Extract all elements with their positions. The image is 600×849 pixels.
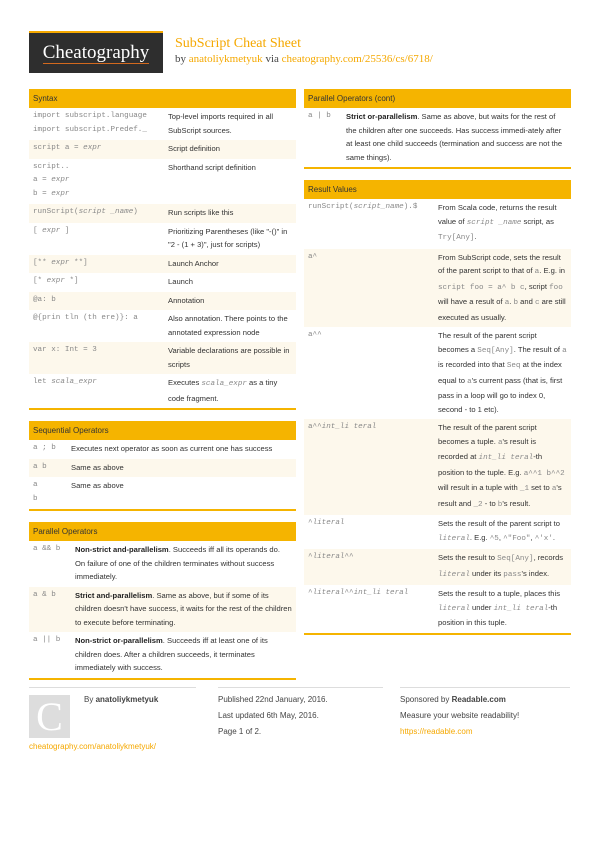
code-segment: script foo = a^ b c <box>438 283 525 292</box>
row-syntax <box>33 634 75 675</box>
code-segment: a <box>534 268 540 276</box>
table-row <box>29 140 296 159</box>
code-segment: Try[Any] <box>438 234 475 242</box>
text-segment: The result of the parent script becomes a tuple. <box>438 423 537 446</box>
code-segment: c <box>534 299 540 307</box>
row-description <box>71 479 292 506</box>
table-row <box>29 159 296 205</box>
section-result-values <box>304 180 571 635</box>
code-segment: a ; b <box>33 444 56 452</box>
text-segment: are still executed as usually. <box>438 297 566 322</box>
text-segment: Script definition <box>168 144 220 153</box>
table-row <box>304 249 571 328</box>
table-row <box>29 440 296 459</box>
row-syntax <box>33 225 168 252</box>
row-syntax <box>33 110 168 137</box>
row-description <box>438 251 567 325</box>
row-syntax <box>33 543 75 584</box>
code-segment: a | b <box>308 112 331 120</box>
code-segment: *] <box>64 277 79 285</box>
code-segment: expr <box>51 176 70 184</box>
table-row <box>29 204 296 223</box>
code-segment: ] <box>60 226 70 235</box>
section-parallel-operators <box>29 522 296 680</box>
text-segment: Same as above <box>71 481 124 490</box>
row-description <box>75 634 292 675</box>
code-segment: expr <box>46 277 65 285</box>
row-description <box>168 275 292 289</box>
text-segment: 's index. <box>521 568 550 578</box>
text-segment: under its <box>469 568 504 578</box>
code-segment: ^^ <box>344 589 354 597</box>
text-segment: . The result of <box>513 344 563 354</box>
code-segment: let <box>33 378 52 386</box>
code-segment: a <box>467 377 472 386</box>
by-label: by <box>175 53 186 65</box>
text-segment: Launch Anchor <box>168 258 219 268</box>
section-header: Parallel Operators <box>29 522 296 541</box>
row-syntax <box>308 587 438 630</box>
text-segment: . Succeeds iff at least one of its children does. After a children succeeds, it terminates immediately with success. <box>75 636 268 672</box>
text-segment: Variable declarations are possible in scripts <box>168 346 290 369</box>
row-syntax <box>33 294 168 308</box>
via-label: via <box>265 53 279 65</box>
code-segment: @{prin tln (th ere)}: a <box>33 314 138 322</box>
code-segment: b = <box>33 189 52 198</box>
row-syntax <box>308 517 438 546</box>
text-segment: Launch <box>168 277 193 286</box>
code-segment: a <box>504 299 510 307</box>
table-row <box>29 273 296 292</box>
table-row <box>304 199 571 249</box>
text-segment: Same as above <box>71 462 124 472</box>
sponsor-link[interactable]: https://readable.com <box>400 727 473 736</box>
row-syntax <box>308 421 438 512</box>
row-description <box>168 294 292 308</box>
code-segment: ^ <box>308 553 313 561</box>
text-segment: . Same as above, but if some of its children doesn't have success, it waits for the rest of the children to execute before terminating. <box>75 590 292 627</box>
code-segment: script a = <box>33 144 84 152</box>
row-description <box>438 551 567 582</box>
text-segment: . E.g. in <box>539 266 565 275</box>
code-segment: b <box>497 500 503 509</box>
table-row <box>304 549 571 585</box>
text-segment: Annotation <box>168 295 205 305</box>
row-description <box>71 461 292 475</box>
code-segment: @a: b <box>33 295 56 304</box>
code-segment: ^^ <box>344 553 354 561</box>
code-segment: a b <box>33 462 47 471</box>
row-syntax <box>33 461 71 475</box>
code-segment: **] <box>69 258 88 267</box>
bold-term: Non-strict or-parallelism <box>75 636 163 645</box>
row-syntax <box>308 201 438 246</box>
text-segment: . <box>474 232 477 241</box>
code-segment: Seq[Any] <box>497 555 534 563</box>
text-segment: , script <box>524 281 550 291</box>
text-segment: 's result is recorded at <box>438 436 537 461</box>
text-segment: . E.g. <box>469 532 490 542</box>
text-segment: will have a result of <box>438 297 505 306</box>
code-segment: [** <box>33 258 52 267</box>
page-number: Page 1 of 2. <box>218 727 262 736</box>
text-segment: From SubScript code, sets the result of the parent script to that of <box>438 252 561 275</box>
row-syntax <box>33 275 168 289</box>
by-label: By <box>84 695 94 704</box>
code-segment: a || b <box>33 636 61 644</box>
code-segment: a^^ <box>308 331 322 339</box>
author-avatar: C <box>29 695 70 738</box>
code-segment: script.. <box>33 162 70 171</box>
code-segment: foo <box>549 283 563 292</box>
text-segment: Run scripts like this <box>168 208 234 217</box>
text-segment: Sets the result to a tuple, places this <box>438 589 560 598</box>
row-description <box>168 376 292 405</box>
text-segment: script, as <box>521 216 554 226</box>
row-description <box>75 543 292 584</box>
code-segment: scala_expr <box>51 378 97 386</box>
text-segment: Prioritizing Parentheses (like "-()" in "2 - (1 + 3)", just for scripts) <box>168 226 288 249</box>
table-row <box>29 255 296 274</box>
text-segment: , <box>498 532 504 542</box>
row-description <box>168 206 292 220</box>
code-segment: a^^ <box>308 423 322 431</box>
text-segment: 's current pass (that is, first pass in a loop will go to index 0, second - to 1 etc). <box>438 375 563 414</box>
table-row <box>29 587 296 633</box>
code-segment: Seq <box>506 362 521 370</box>
table-row <box>304 419 571 515</box>
row-syntax <box>33 161 168 202</box>
row-syntax <box>33 312 168 339</box>
text-segment: Shorthand script definition <box>168 162 256 172</box>
footer-author <box>29 687 196 755</box>
row-syntax <box>308 329 438 416</box>
row-syntax <box>33 479 71 506</box>
code-segment: expr <box>42 226 61 235</box>
published-date: Published 22nd January, 2016. <box>218 695 328 704</box>
text-segment: 's result and <box>438 483 562 508</box>
section-rows <box>304 199 571 633</box>
code-segment: b <box>33 494 38 503</box>
row-description <box>438 421 567 512</box>
row-syntax <box>33 376 168 405</box>
text-segment: -th position to the tuple. E.g. <box>438 452 543 477</box>
code-segment: ^'x' <box>534 534 553 543</box>
left-column <box>29 89 296 691</box>
code-segment: _1 <box>519 485 530 493</box>
code-segment: a <box>562 346 567 355</box>
table-row <box>29 292 296 311</box>
row-syntax <box>308 110 346 164</box>
code-segment: expr <box>51 258 70 267</box>
row-description <box>168 257 292 271</box>
text-segment: - to <box>482 498 498 508</box>
row-syntax <box>308 551 438 582</box>
sheet-url-link[interactable]: cheatography.com/25536/cs/6718/ <box>281 53 433 65</box>
code-segment: literal <box>438 534 470 543</box>
footer-author-name[interactable]: anatoliykmetyuk <box>95 695 159 704</box>
table-row <box>29 310 296 342</box>
code-segment: a <box>33 481 38 489</box>
sponsor-tagline: Measure your website readability! <box>400 711 520 720</box>
logo-text: Cheatography <box>42 41 150 63</box>
code-segment: literal <box>438 570 470 579</box>
text-segment: Sets the result of the parent script to <box>438 519 560 528</box>
text-segment: Executes next operator as soon as current one has success <box>71 444 273 453</box>
bold-term: Non-strict and-parallelism <box>75 545 169 554</box>
code-segment: b <box>513 299 519 307</box>
cheatography-logo[interactable] <box>29 31 163 73</box>
row-description <box>438 587 567 630</box>
text-segment: will result in a tuple with <box>438 483 520 492</box>
table-row <box>29 459 296 478</box>
code-segment: literal <box>312 519 345 527</box>
row-description <box>168 142 292 156</box>
table-row <box>29 108 296 140</box>
row-syntax <box>33 257 168 271</box>
code-segment: Seq[Any] <box>477 346 514 355</box>
table-row <box>29 374 296 408</box>
code-segment: a^^1 b^^2 <box>523 469 565 478</box>
table-row <box>304 108 571 167</box>
code-segment: a & b <box>33 590 56 599</box>
sponsored-label: Sponsored by <box>400 695 450 704</box>
code-segment: script_name <box>353 203 404 211</box>
text-segment: , records <box>533 553 564 562</box>
section-header: Result Values <box>304 180 571 199</box>
text-segment: -th position in this tuple. <box>438 602 558 627</box>
code-segment: int_li teral <box>493 604 549 613</box>
code-segment: [* <box>33 277 47 285</box>
table-row <box>304 515 571 549</box>
code-segment: script _name <box>466 218 522 227</box>
table-row <box>29 541 296 587</box>
section-syntax <box>29 89 296 410</box>
footer-sponsor <box>400 687 570 740</box>
code-segment: a^ <box>308 252 318 261</box>
row-syntax <box>33 589 75 630</box>
text-segment: under <box>469 602 494 612</box>
code-segment: a && b <box>33 545 61 553</box>
row-syntax <box>33 442 71 456</box>
text-segment: Sets the result to <box>438 553 498 562</box>
sponsor-name: Readable.com <box>451 695 506 704</box>
author-link[interactable]: anatoliykmetyuk <box>188 53 263 65</box>
text-segment: 's result. <box>502 498 531 508</box>
byline <box>175 53 433 65</box>
text-segment: at the index equal to <box>438 360 562 385</box>
text-segment: , <box>530 532 535 542</box>
text-segment: . Same as above, but waits for the rest of the children after one succeeds. Has success immedi-ately after at least one child succeeds (termination and success are not the same things). <box>346 112 563 162</box>
text-segment: From Scala code, returns the result value of <box>438 203 557 226</box>
code-segment: import subscript.Predef._ <box>33 125 147 134</box>
section-rows <box>29 440 296 509</box>
code-segment: a = <box>33 176 52 184</box>
row-syntax <box>33 142 168 156</box>
row-description <box>168 225 292 252</box>
code-segment: ^5 <box>489 534 499 543</box>
code-segment: int_li teral <box>353 589 409 597</box>
code-segment: a <box>551 485 557 493</box>
section-rows <box>29 108 296 408</box>
code-segment: scala_expr <box>201 380 247 388</box>
code-segment: ^"Foo" <box>503 534 531 543</box>
code-segment: runScript( <box>308 203 354 211</box>
code-segment: a <box>497 438 503 447</box>
section-header: Parallel Operators (cont) <box>304 89 571 108</box>
table-row <box>29 342 296 374</box>
bold-term: Strict and-parallelism <box>75 590 153 600</box>
row-description <box>438 329 567 416</box>
section-header: Syntax <box>29 89 296 108</box>
code-segment: expr <box>51 189 70 198</box>
code-segment: ) <box>133 208 138 216</box>
row-description <box>346 110 567 164</box>
table-row <box>304 327 571 419</box>
row-syntax <box>33 206 168 220</box>
code-segment: literal <box>312 589 345 597</box>
text-segment: is recorded into that <box>438 360 507 369</box>
code-segment: ^ <box>308 519 313 527</box>
page-title: SubScript Cheat Sheet <box>175 36 301 51</box>
text-segment: as a tiny code fragment. <box>168 378 278 403</box>
code-segment: var x: Int = 3 <box>33 346 97 354</box>
footer-publish-info <box>218 687 383 740</box>
text-segment: and <box>518 297 535 306</box>
text-segment: Executes <box>168 378 202 387</box>
code-segment: _2 <box>473 500 483 509</box>
table-row <box>29 223 296 255</box>
code-segment: ^ <box>308 589 313 597</box>
row-syntax <box>33 344 168 371</box>
table-row <box>29 477 296 509</box>
row-description <box>75 589 292 630</box>
row-description <box>438 517 567 546</box>
section-parallel-operators-cont <box>304 89 571 169</box>
row-description <box>71 442 292 456</box>
table-row <box>304 585 571 633</box>
right-column <box>304 89 571 646</box>
updated-date: Last updated 6th May, 2016. <box>218 711 319 720</box>
row-syntax <box>308 251 438 325</box>
row-description <box>168 110 292 137</box>
text-segment: . <box>509 297 514 306</box>
text-segment: Top-level imports required in all SubScript sources. <box>168 112 274 135</box>
row-description <box>168 344 292 371</box>
section-rows <box>304 108 571 167</box>
text-segment: . Succeeds iff all its operands do. On failure of one of the children terminates without success immediately. <box>75 545 280 581</box>
code-segment: import subscript.language <box>33 112 147 120</box>
text-segment: Also annotation. There points to the annotated expression node <box>168 314 288 337</box>
code-segment: literal <box>312 553 345 561</box>
code-segment: pass <box>503 570 522 579</box>
row-description <box>438 201 567 246</box>
code-segment: ).$ <box>403 203 418 211</box>
row-description <box>168 161 292 202</box>
bold-term: Strict or-parallelism <box>346 112 418 121</box>
code-segment: [ <box>33 226 43 235</box>
table-row <box>29 632 296 678</box>
text-segment: The result of the parent script becomes a <box>438 331 537 354</box>
code-segment: int_li teral <box>321 423 377 431</box>
code-segment: script _name <box>78 208 134 216</box>
row-description <box>168 312 292 339</box>
section-rows <box>29 541 296 678</box>
code-segment: int_li teral <box>478 454 534 462</box>
section-sequential-operators <box>29 421 296 511</box>
author-profile-link[interactable]: cheatography.com/anatoliykmetyuk/ <box>29 742 157 751</box>
text-segment: set to <box>529 483 552 492</box>
text-segment: . <box>552 532 556 542</box>
code-segment: runScript( <box>33 208 79 216</box>
code-segment: literal <box>438 604 470 613</box>
code-segment: expr <box>83 144 102 152</box>
section-header: Sequential Operators <box>29 421 296 440</box>
